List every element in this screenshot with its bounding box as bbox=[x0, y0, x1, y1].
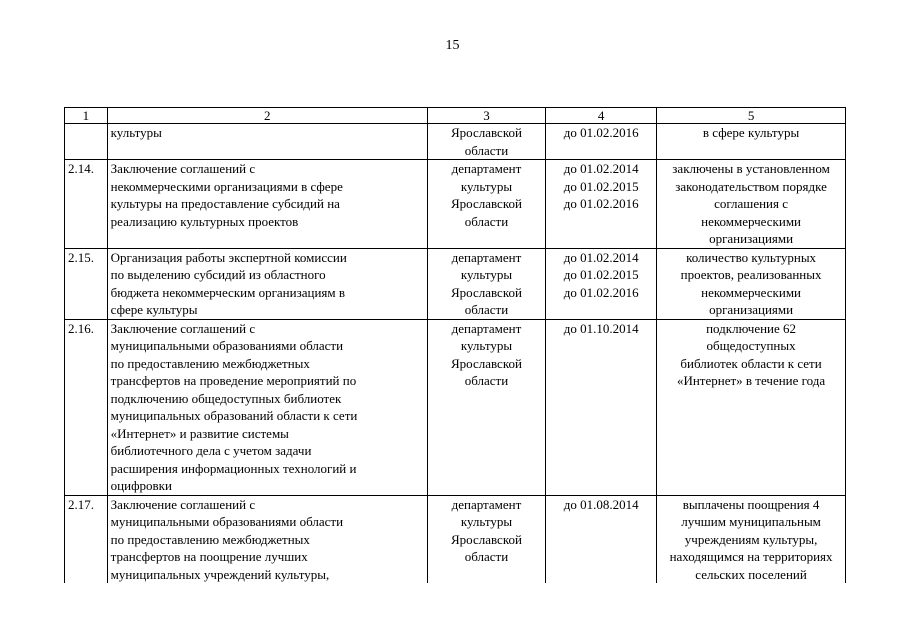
result-cell: заключены в установленном законодательством порядке соглашения с некоммерческими организациями bbox=[657, 160, 846, 249]
column-header: 4 bbox=[546, 108, 657, 124]
responsible-cell: департамент культуры Ярославской области bbox=[427, 160, 545, 249]
deadline-cell: до 01.02.2014 до 01.02.2015 до 01.02.2016 bbox=[546, 160, 657, 249]
result-cell: количество культурных проектов, реализованных некоммерческими организациями bbox=[657, 248, 846, 319]
responsible-cell: департамент культуры Ярославской области bbox=[427, 495, 545, 583]
result-cell: в сфере культуры bbox=[657, 124, 846, 160]
measure-cell: Заключение соглашений с муниципальными образованиями области по предоставлению межбюджетных трансфертов на поощрение лучших муниципальных учреждений культуры, bbox=[107, 495, 427, 583]
row-number: 2.16. bbox=[65, 319, 108, 495]
table-row bbox=[65, 124, 846, 160]
responsible-cell: Ярославской области bbox=[427, 124, 545, 160]
deadline-cell: до 01.02.2016 bbox=[546, 124, 657, 160]
measure-cell: Организация работы экспертной комиссии по выделению субсидий из областного бюджета некоммерческим организациям в сфере культуры bbox=[107, 248, 427, 319]
result-cell: подключение 62 общедоступных библиотек области к сети «Интернет» в течение года bbox=[657, 319, 846, 495]
measure-cell: культуры bbox=[107, 124, 427, 160]
table-header-row bbox=[65, 108, 846, 124]
deadline-cell: до 01.02.2014 до 01.02.2015 до 01.02.2016 bbox=[546, 248, 657, 319]
row-number bbox=[65, 124, 108, 160]
table-row bbox=[65, 319, 846, 495]
table-row bbox=[65, 495, 846, 583]
responsible-cell: департамент культуры Ярославской области bbox=[427, 248, 545, 319]
measure-cell: Заключение соглашений с муниципальными образованиями области по предоставлению межбюджетных трансфертов на проведение мероприятий по подключению общедоступных библиотек муниципальных образований области к сети «Интернет» и развитие системы библиотечного дела с учетом задачи расширения информационных технологий и оцифровки bbox=[107, 319, 427, 495]
row-number: 2.15. bbox=[65, 248, 108, 319]
result-cell: выплачены поощрения 4 лучшим муниципальным учреждениям культуры, находящимся на территориях сельских поселений bbox=[657, 495, 846, 583]
table-row bbox=[65, 160, 846, 249]
page-number: 15 bbox=[445, 38, 460, 53]
measure-cell: Заключение соглашений с некоммерческими организациями в сфере культуры на предоставление субсидий на реализацию культурных проектов bbox=[107, 160, 427, 249]
column-header: 5 bbox=[657, 108, 846, 124]
column-header: 1 bbox=[65, 108, 108, 124]
column-header: 2 bbox=[107, 108, 427, 124]
column-header: 3 bbox=[427, 108, 545, 124]
row-number: 2.17. bbox=[65, 495, 108, 583]
row-number: 2.14. bbox=[65, 160, 108, 249]
responsible-cell: департамент культуры Ярославской области bbox=[427, 319, 545, 495]
deadline-cell: до 01.10.2014 bbox=[546, 319, 657, 495]
table-row bbox=[65, 248, 846, 319]
deadline-cell: до 01.08.2014 bbox=[546, 495, 657, 583]
measures-table bbox=[64, 107, 846, 583]
